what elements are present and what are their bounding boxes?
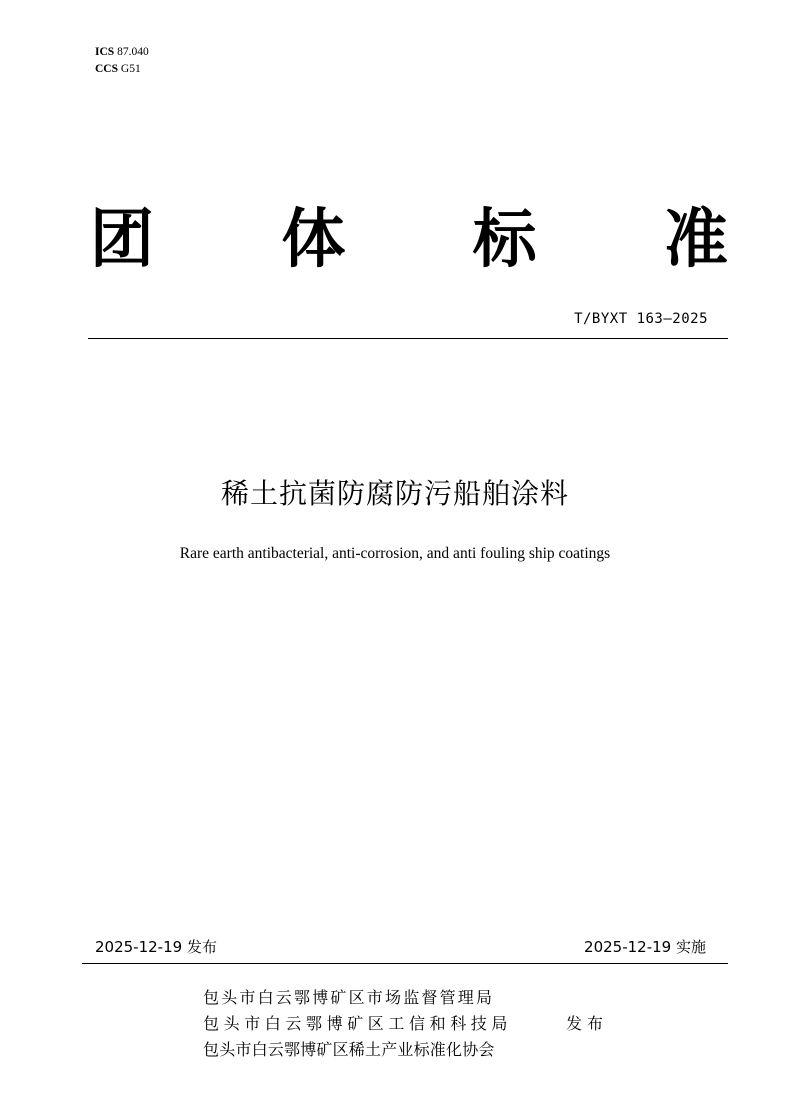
classification-codes xyxy=(95,44,149,78)
implementation-date: 2025-12-19 实施 xyxy=(584,938,706,956)
ccs-code: G51 xyxy=(120,63,141,75)
ics-label: ICS xyxy=(95,46,115,58)
standard-type-char: 体 xyxy=(281,203,346,277)
ccs-label: CCS xyxy=(95,63,119,75)
issuing-organizations xyxy=(203,985,512,1063)
issuer: 包头市白云鄂博矿区市场监督管理局 xyxy=(203,988,495,1007)
top-divider xyxy=(88,338,728,339)
ccs-line xyxy=(95,61,149,78)
bottom-divider xyxy=(82,963,728,964)
standard-type-char: 准 xyxy=(663,203,728,277)
issue-date: 2025-12-19 发布 xyxy=(95,938,217,956)
standard-type-heading xyxy=(90,200,728,280)
document-number: T/BYXT 163—2025 xyxy=(574,311,708,327)
ics-code: 87.040 xyxy=(117,46,149,58)
english-title: Rare earth antibacterial, anti-corrosion, and anti fouling ship coatings xyxy=(179,545,611,562)
issuer: 包头市白云鄂博矿区工信和科技局 xyxy=(203,1014,513,1033)
chinese-title: 稀土抗菌防腐防污船舶涂料 xyxy=(220,477,569,510)
standard-type-char: 标 xyxy=(472,203,537,277)
publish-label: 发布 xyxy=(566,1014,609,1033)
ics-line xyxy=(95,44,149,61)
standard-type-char: 团 xyxy=(90,203,154,277)
issuer: 包头市白云鄂博矿区稀土产业标准化协会 xyxy=(203,1040,495,1059)
